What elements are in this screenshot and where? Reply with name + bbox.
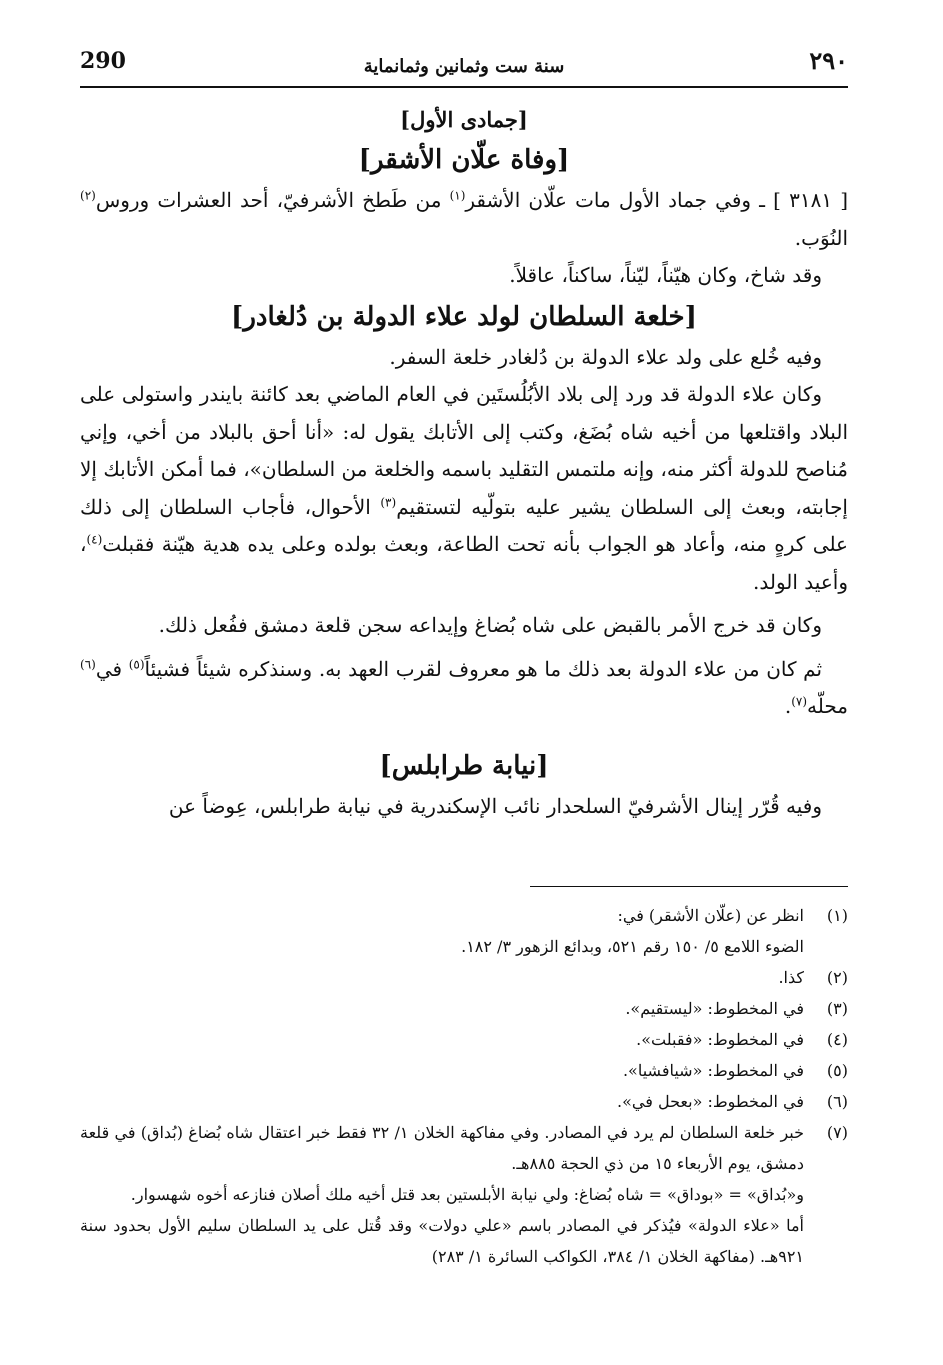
paragraph-text: ، وأعيد الولد. <box>80 532 848 594</box>
paragraph-text: وكان علاء الدولة قد ورد إلى بلاد الأبُلُستَين في العام الماضي بعد كائنة بايندر واستولى على البلاد واقتلعها من أخيه شاه بُضَغ، وكتب إلى الأتابك يقول له: «أنا أحق بالبلاد من أخي، وإني مُناصح للدولة أكثر منه، وإنه ملتمس التقليد باسمه والخلعة من السلطان»، فما أمكن الأتابك إلا إجابته، وبعث إلى السلطان يشير عليه بتولّيه لتستقيم <box>80 382 848 519</box>
footnote-text <box>80 1086 804 1117</box>
page-number-arabic: ٢٩٠ <box>809 46 848 75</box>
section-title-tripoli: [نيابة طرابلس] <box>379 750 549 781</box>
footnote-line: في المخطوط: «ليستقيم». <box>625 999 804 1018</box>
footnote-ref-3[interactable]: (٣) <box>380 494 397 509</box>
footnote-text <box>80 962 804 993</box>
footnote-line: في المخطوط: «شيافشيا». <box>622 1061 804 1080</box>
footnote <box>80 1024 848 1055</box>
footnote-line: و«بُداق» = «بوداق» = شاه بُضاغ: ولي نيابة الأبلستين بعد قتل أخيه ملك أصلان فنازعه أخوه شهسوار. <box>130 1185 804 1204</box>
footnote-ref-1[interactable]: (١) <box>449 188 466 203</box>
page-header <box>80 44 848 88</box>
main-text <box>80 100 848 825</box>
footnote-divider <box>530 886 848 887</box>
footnote-number: (١) <box>826 906 848 925</box>
paragraph-later <box>80 651 848 726</box>
footnote-text <box>80 993 804 1024</box>
footnote-number: (٣) <box>826 999 848 1018</box>
entry-paragraph <box>80 182 848 257</box>
paragraph-ala-ad-dawla <box>80 376 848 601</box>
page-number-latin: 290 <box>80 48 126 74</box>
section-title-robe-of-honour: [خلعة السلطان لولد علاء الدولة بن دُلغادر] <box>231 301 697 332</box>
footnotes <box>80 900 848 1272</box>
footnote-ref-7[interactable]: (٧) <box>791 694 808 709</box>
paragraph-text: الأحوال، فأجاب السلطان إلى ذلك على كرهٍ منه، وأعاد هو الجواب بأنه تحت الطاعة، وبعث بولده وعلى يده هدية هيّنة فقبلت <box>80 494 848 556</box>
footnote-ref-2[interactable]: (٢) <box>80 188 96 203</box>
footnote-number: (٤) <box>826 1030 848 1049</box>
footnote-line: في المخطوط: «فقبلت». <box>636 1030 804 1049</box>
paragraph-tripoli: وفيه قُرّر إينال الأشرفيّ السلحدار نائب الإسكندرية في نيابة طرابلس، عِوضاً عن <box>168 793 822 818</box>
footnote <box>80 900 848 962</box>
footnote-text <box>80 1024 804 1055</box>
footnote-line: خبر خلعة السلطان لم يرد في المصادر. وفي مفاكهة الخلان ١/ ٣٢ فقط خبر اعتقال شاه بُضاغ (بُداق) في قلعة دمشق، يوم الأربعاء ١٥ من ذي الحجة ٨٨٥هـ. <box>80 1123 805 1173</box>
footnote-ref-5[interactable]: (٥) <box>128 656 145 671</box>
paragraph-text: . <box>784 694 792 718</box>
footnote-text <box>80 900 804 962</box>
footnote-number: (٢) <box>826 968 848 987</box>
footnote-line: الضوء اللامع ٥/ ١٥٠ رقم ٥٢١، وبدائع الزهور ٣/ ١٨٢. <box>461 937 804 956</box>
paragraph-robe: وفيه خُلع على ولد علاء الدولة بن دُلغادر خلعة السفر. <box>389 344 822 369</box>
footnote-number: (٧) <box>826 1123 848 1142</box>
paragraph-text: ثم كان من علاء الدولة بعد ذلك ما هو معروف لقرب العهد به. وسنذكره شيئاً فشيئاً <box>144 656 823 681</box>
footnote-ref-4[interactable]: (٤) <box>86 532 103 547</box>
footnote-line: انظر عن (علّان الأشقر) في: <box>617 906 804 925</box>
paragraph-character: وقد شاخ، وكان هيّناً، ليّناً، ساكناً، عاقلاً. <box>509 263 822 287</box>
section-title-death-of-allan: [وفاة علّان الأشقر] <box>358 145 570 175</box>
footnote <box>80 993 848 1024</box>
footnote <box>80 1086 848 1117</box>
footnote-line: كذا. <box>778 968 804 987</box>
footnote-text <box>80 1055 804 1086</box>
footnote-number: (٦) <box>826 1092 848 1111</box>
footnote-number: (٥) <box>826 1061 848 1080</box>
month-heading: [جمادى الأول] <box>400 107 528 132</box>
entry-text-start: [ ٣١٨١ ] ـ وفي جماد الأول مات علّان الأشقر <box>465 188 848 212</box>
footnote-text <box>80 1117 804 1272</box>
footnote <box>80 1117 848 1272</box>
entry-text-end: النُوَب. <box>794 225 848 250</box>
footnote-line: في المخطوط: «بعحل في». <box>617 1092 804 1111</box>
paragraph-text: في <box>95 656 129 681</box>
paragraph-arrest: وكان قد خرج الأمر بالقبض على شاه بُضاغ وإيداعه سجن قلعة دمشق ففُعل ذلك. <box>158 613 822 637</box>
paragraph-text: محلّه <box>807 694 848 718</box>
footnote-line: أما «علاء الدولة» فيُذكر في المصادر باسم «علي دولات» وقد قُتل على يد السلطان سليم الأول بحدود سنة ٩٢١هـ. (مفاكهة الخلان ١/ ٣٨٤، الكواكب السائرة ١/ ٢٨٣) <box>80 1216 804 1266</box>
footnote <box>80 1055 848 1086</box>
entry-text-middle: من طَطخ الأشرفيّ، أحد العشرات وروس <box>95 188 450 212</box>
running-title: سنة ست وثمانين وثمانماية <box>363 56 565 77</box>
footnote-ref-6[interactable]: (٦) <box>80 656 96 671</box>
footnote <box>80 962 848 993</box>
